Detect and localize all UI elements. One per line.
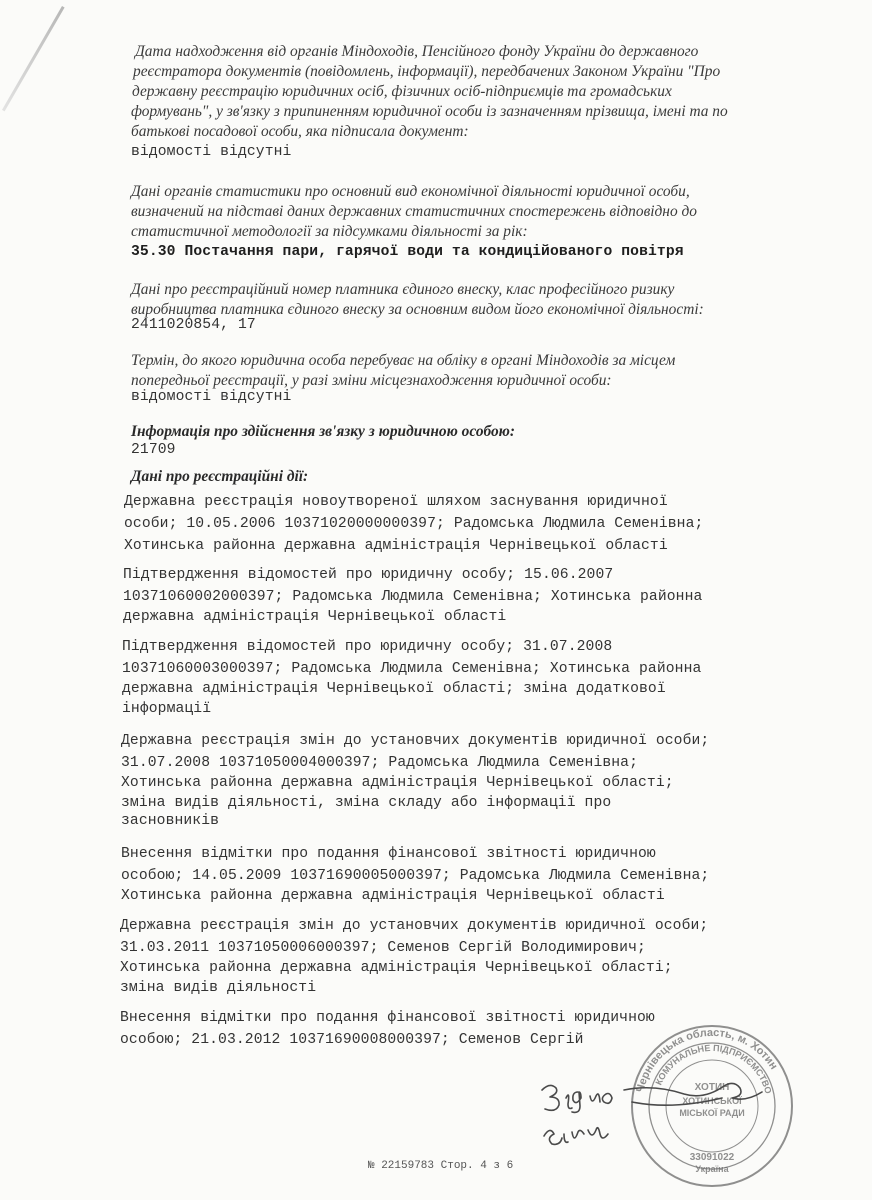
seal-center-line: ХОТИН [694,1082,730,1093]
action-line: Хотинська районна державна адміністрація Чернівецької області [121,888,665,904]
action-line: Підтвердження відомостей про юридичну особу; 15.06.2007 [123,567,614,583]
section-value: 2411020854, 17 [131,317,256,333]
seal-center-line: МІСЬКОЇ РАДИ [679,1108,745,1118]
action-line: Державна реєстрація змін до установчих документів юридичної особи; [120,918,709,934]
seal-code: 33091022 [689,1152,735,1163]
action-line: 10371060003000397; Радомська Людмила Семенівна; Хотинська районна [122,661,702,677]
action-line: Хотинська районна державна адміністрація Чернівецької області; [120,960,673,976]
action-line: Хотинська районна державна адміністрація Чернівецької області [124,538,668,554]
action-line: особою; 21.03.2012 10371690008000397; Семенов Сергій [120,1032,584,1048]
action-line: 31.07.2008 10371050004000397; Радомська Людмила Семенівна; [121,755,639,771]
section-label-line: Дата надходження від органів Міндоходів, Пенсійного фонду України до державного [135,43,699,60]
section-label-line: формувань", у зв'язку з припиненням юридичної особи із зазначенням прізвища, імені та по [131,103,728,120]
action-line: особи; 10.05.2006 10371020000000397; Радомська Людмила Семенівна; [124,516,704,532]
section-label-line: Дані про реєстраційний номер платника єдиного внеску, клас професійного ризику [131,281,675,298]
section-label-line: Дані про реєстраційні дії: [131,468,309,485]
section-label-line: попередньої реєстрації, у разі зміни місцезнаходження юридичної особи: [131,372,612,389]
action-line: інформації [122,701,212,717]
section-value: 21709 [131,442,176,458]
section-value: відомості відсутні [131,144,292,160]
section-value: відомості відсутні [131,389,292,405]
action-line: засновників [121,813,220,829]
handwritten-signature [532,1068,802,1178]
section-label-line: статистичної методології за підсумками діяльності за рік: [131,223,528,240]
action-line: Внесення відмітки про подання фінансової звітності юридичною [121,846,656,862]
action-line: Внесення відмітки про подання фінансової звітності юридичною [120,1010,655,1026]
section-label-line: Термін, до якого юридична особа перебуває на обліку в органі Міндоходів за місцем [131,352,676,369]
section-label-line: державну реєстрацію юридичних осіб, фізичних осіб-підприємців та громадських [132,83,672,100]
action-line: державна адміністрація Чернівецької області; зміна додаткової [122,681,666,697]
action-line: особою; 14.05.2009 10371690005000397; Радомська Людмила Семенівна; [121,868,710,884]
section-label-line: Інформація про здійснення зв'язку з юридичною особою: [131,423,516,440]
scan-edge-mark [2,6,65,111]
action-line: зміна видів діяльності [120,980,317,996]
action-line: Підтвердження відомостей про юридичну особу; 31.07.2008 [122,639,613,655]
action-line: Хотинська районна державна адміністрація Чернівецької області; [121,775,674,791]
section-label-line: реєстратора документів (повідомлень, інформації), передбачених Законом України "Про [133,63,721,80]
seal-center-line: ХОТИНСЬКОЇ [682,1096,742,1106]
action-line: Державна реєстрація новоутвореної шляхом заснування юридичної [124,494,668,510]
section-label-line: визначений на підставі даних державних статистичних спостережень відповідно до [131,203,697,220]
section-label-line: Дані органів статистики про основний вид економічної діяльності юридичної особи, [131,183,690,200]
action-line: 31.03.2011 10371050006000397; Семенов Сергій Володимирович; [120,940,646,956]
section-value-activity: 35.30 Постачання пари, гарячої води та кондиційованого повітря [131,244,684,260]
action-line: 10371060002000397; Радомська Людмила Семенівна; Хотинська районна [123,589,703,605]
action-line: зміна видів діяльності, зміна складу або інформації про [121,795,612,811]
section-label-line: батькові посадової особи, яка підписала документ: [131,123,469,140]
section-label-line: виробництва платника єдиного внеску за основним видом його економічної діяльності: [131,301,704,318]
seal-outer-text: Чернівецька область, м. Хотин [634,1026,780,1094]
seal-inner-text: КОМУНАЛЬНЕ ПІДПРИЄМСТВО [653,1042,774,1095]
action-line: Державна реєстрація змін до установчих документів юридичної особи; [121,733,710,749]
page-footer: № 22159783 Стор. 4 з 6 [368,1160,514,1172]
seal-country: Україна [695,1164,729,1174]
action-line: державна адміністрація Чернівецької області [123,609,507,625]
